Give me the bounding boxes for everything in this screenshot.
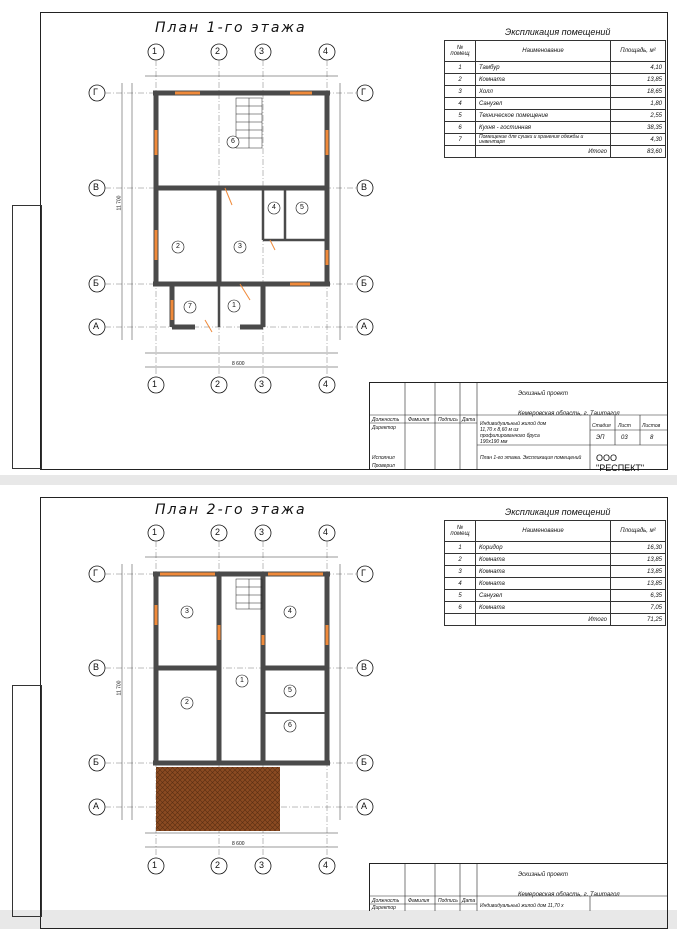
cell-area: 13,85	[611, 578, 666, 590]
total-value: 71,25	[611, 614, 666, 626]
dimension-bottom: 8 600	[232, 361, 245, 367]
stamp-col-surname: Фамилия	[408, 898, 430, 904]
cell-num: 2	[445, 554, 476, 566]
axis-label: Г	[361, 568, 366, 578]
room-label: 1	[232, 302, 236, 309]
stamp-col-position: Должность	[372, 417, 400, 423]
title-block	[369, 863, 667, 911]
cell-area: 7,05	[611, 602, 666, 614]
room-label: 4	[272, 204, 276, 211]
room-label: 1	[240, 677, 244, 684]
col-area: Площадь, м²	[611, 41, 666, 62]
stamp-location: Кемеровская область, г. Таштагол	[518, 411, 620, 417]
cell-name: Холл	[476, 86, 611, 98]
cell-num: 7	[445, 134, 476, 146]
axis-label: 4	[323, 46, 329, 56]
col-name: Наименование	[476, 41, 611, 62]
cell-name: Комната	[476, 578, 611, 590]
room-label: 4	[288, 608, 292, 615]
axis-label: Б	[361, 278, 367, 288]
stamp-company: ООО "РЕСПЕКТ"	[596, 453, 645, 473]
cell-name: Комната	[476, 566, 611, 578]
cell-name: Техническое помещение	[476, 110, 611, 122]
room-label: 5	[288, 687, 292, 694]
axis-label: 4	[323, 379, 329, 389]
total-label: Итого	[476, 614, 611, 626]
stamp-role-checked: Проверил	[372, 463, 395, 469]
axis-label: А	[361, 801, 368, 811]
axis-label: В	[361, 182, 368, 192]
cell-name: Тамбур	[476, 62, 611, 74]
cell-area: 4,30	[611, 134, 666, 146]
axis-label: 2	[215, 46, 221, 56]
title-block-grid	[370, 864, 667, 911]
stamp-col-date: Дата	[462, 417, 476, 423]
axis-label: 4	[323, 527, 329, 537]
cell-area: 2,55	[611, 110, 666, 122]
col-name: Наименование	[476, 521, 611, 542]
cell-name: Кухня - гостинная	[476, 122, 611, 134]
stamp-description: Индивидуальный жилой дом 11,70 x	[480, 903, 564, 909]
stamp-role-executor: Исполнил	[372, 455, 395, 461]
axis-label: 2	[215, 379, 221, 389]
axis-label: 1	[152, 379, 158, 389]
stairs-icon	[236, 579, 262, 609]
stamp-role-director: Директор	[372, 905, 396, 911]
total-value: 83,60	[611, 146, 666, 158]
room-label: 3	[238, 243, 242, 250]
axis-label: 1	[152, 46, 158, 56]
axis-label: 3	[259, 379, 265, 389]
cell-num: 5	[445, 110, 476, 122]
axis-label: 2	[215, 527, 221, 537]
cell-num: 5	[445, 590, 476, 602]
cell-name: Санузел	[476, 590, 611, 602]
cell-name: Санузел	[476, 98, 611, 110]
page-title: План 1-го этажа	[155, 20, 307, 36]
title-block	[369, 382, 667, 473]
cell-num: 1	[445, 542, 476, 554]
cell-area: 1,80	[611, 98, 666, 110]
stamp-col-position: Должность	[372, 898, 400, 904]
cell-num: 3	[445, 86, 476, 98]
stamp-project-type: Эскизный проект	[518, 872, 569, 878]
stamp-sheet-label: Лист	[618, 423, 631, 429]
stamp-col-sign: Подпись	[438, 417, 458, 423]
col-area: Площадь, м²	[611, 521, 666, 542]
explication-title: Экспликация помещений	[505, 507, 611, 517]
cell-num: 3	[445, 566, 476, 578]
room-label: 6	[288, 722, 292, 729]
dimension-bottom: 8 600	[232, 841, 245, 847]
axis-markers-top	[89, 44, 373, 393]
room-label: 7	[188, 303, 192, 310]
axis-label: 1	[152, 860, 158, 870]
stamp-location: Кемеровская область, г. Таштагол	[518, 892, 620, 898]
stamp-stage: ЭП	[596, 435, 605, 441]
cell-name: Коридор	[476, 542, 611, 554]
stamp-sheet-title: План 1-го этажа. Экспликация помещений	[480, 455, 582, 461]
axis-label: А	[361, 321, 368, 331]
room-label: 2	[176, 243, 180, 250]
axis-label: Б	[93, 278, 99, 288]
dimension-side: 11 700	[116, 680, 123, 696]
cell-area: 38,35	[611, 122, 666, 134]
cell-num: 6	[445, 122, 476, 134]
cell-name: Помещение для сушки и хранения одежды и инвентаря	[476, 134, 611, 146]
axis-label: 4	[323, 860, 329, 870]
cell-area: 13,85	[611, 74, 666, 86]
sheet-floor-2	[0, 485, 677, 910]
page-title: План 2-го этажа	[155, 502, 307, 518]
stamp-description: Индивидуальный жилой дом 11,70 x 8,60 м из профилированного бруса 190x190 мм	[480, 421, 547, 445]
axis-label: 3	[259, 46, 265, 56]
axis-label: Г	[361, 87, 366, 97]
col-num: № помещ	[445, 41, 476, 62]
axis-label: Б	[93, 757, 99, 767]
stamp-project-type: Эскизный проект	[518, 391, 569, 397]
stamp-role-director: Директор	[372, 425, 396, 431]
axis-label: 2	[215, 860, 221, 870]
axis-label: Г	[93, 87, 98, 97]
axis-label: 3	[259, 527, 265, 537]
terrace-roof	[156, 767, 280, 831]
axis-label: 1	[152, 527, 158, 537]
stamp-sheets: 8	[650, 435, 654, 441]
axis-label: 3	[259, 860, 265, 870]
stamp-col-sign: Подпись	[438, 898, 458, 904]
cell-area: 13,85	[611, 554, 666, 566]
cell-area: 18,65	[611, 86, 666, 98]
cell-num: 1	[445, 62, 476, 74]
axis-label: А	[93, 321, 100, 331]
stamp-stage-label: Стадия	[592, 423, 611, 429]
stamp-sheets-label: Листов	[642, 423, 661, 429]
stamp-col-date: Дата	[462, 898, 476, 904]
room-label: 3	[185, 608, 189, 615]
cell-name: Комната	[476, 602, 611, 614]
cell-num: 6	[445, 602, 476, 614]
cell-num: 4	[445, 578, 476, 590]
room-label: 6	[231, 138, 235, 145]
cell-name: Комната	[476, 554, 611, 566]
dimension-side: 11 700	[116, 195, 123, 211]
stairs-icon	[236, 98, 262, 148]
axis-label: А	[93, 801, 100, 811]
stamp-col-surname: Фамилия	[408, 417, 430, 423]
cell-area: 13,85	[611, 566, 666, 578]
axis-label: В	[93, 182, 100, 192]
cell-num: 4	[445, 98, 476, 110]
cell-num: 2	[445, 74, 476, 86]
explication-title: Экспликация помещений	[505, 27, 611, 37]
axis-label: Б	[361, 757, 367, 767]
axis-label: В	[361, 662, 368, 672]
room-label: 2	[185, 699, 189, 706]
col-num: № помещ	[445, 521, 476, 542]
room-label: 5	[300, 204, 304, 211]
floor-plan-2	[0, 485, 677, 910]
cell-area: 16,30	[611, 542, 666, 554]
cell-name: Комната	[476, 74, 611, 86]
title-block-grid	[370, 383, 667, 469]
axis-label: В	[93, 662, 100, 672]
axis-label: Г	[93, 568, 98, 578]
total-label: Итого	[476, 146, 611, 158]
cell-area: 4,10	[611, 62, 666, 74]
cell-area: 6,35	[611, 590, 666, 602]
stamp-sheet: 03	[621, 435, 628, 441]
